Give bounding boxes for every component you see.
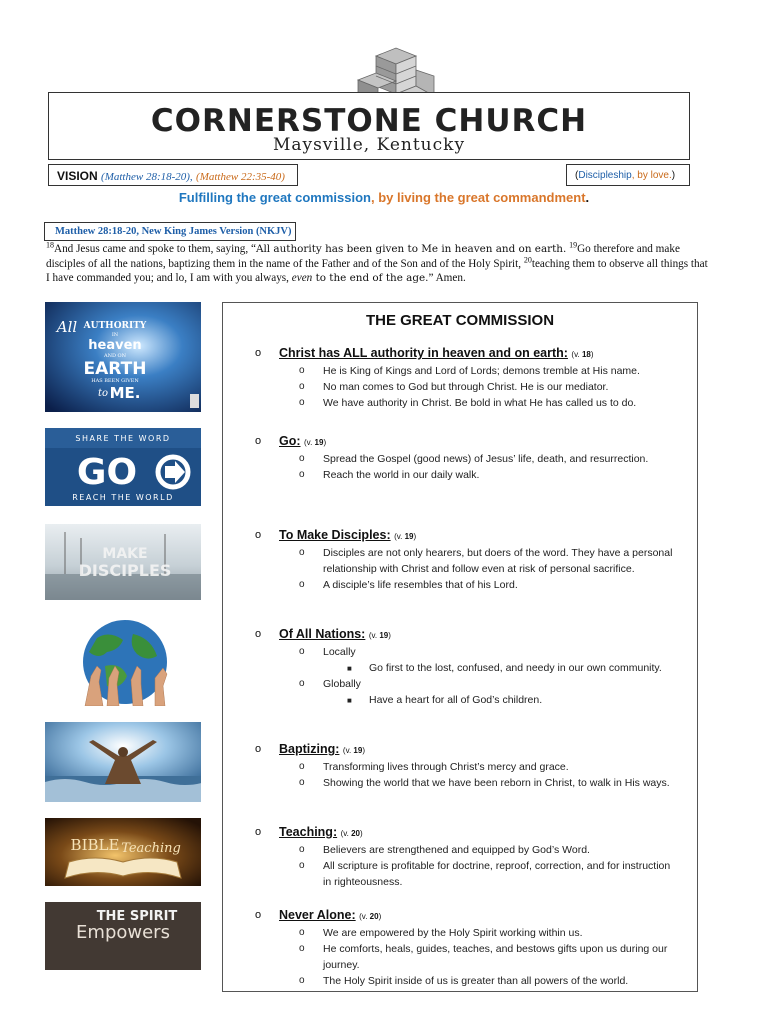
ref-suffix: ): [362, 746, 365, 755]
heading-text: Christ has ALL authority in heaven and on earth:: [279, 346, 568, 360]
heading-text: Go:: [279, 434, 301, 448]
ref-number: 20: [351, 829, 361, 838]
great-commission-title: THE GREAT COMMISSION: [365, 312, 555, 329]
disciples-text: DISCIPLES: [78, 561, 172, 580]
motto-box: [566, 164, 690, 186]
verse-ref: [369, 631, 391, 640]
nations-image: [45, 616, 201, 706]
verse-20-quote: to the end of the age.: [312, 272, 429, 285]
ref-prefix: (v.: [359, 912, 370, 921]
vision-ref-1: (Matthew 28:18-20),: [101, 171, 193, 183]
verse-ref: [343, 746, 365, 755]
item-text: Have a heart for all of God’s children.: [369, 694, 543, 706]
item-text: Believers are strengthened and equipped by God’s Word.: [323, 844, 590, 856]
scripture-text: [46, 242, 714, 286]
list-item: [255, 925, 675, 941]
heading-text: Baptizing:: [279, 742, 340, 756]
section-authority: [255, 345, 675, 411]
bullet-icon: o: [255, 435, 262, 447]
verse-number: 20: [523, 254, 532, 264]
heading-text: Of All Nations:: [279, 627, 366, 641]
bullet-icon: o: [255, 529, 262, 541]
verse-ref: [304, 438, 326, 447]
scripture-title: Matthew 28:18-20, New King James Version (NKJV): [44, 222, 296, 241]
list-item: [255, 759, 675, 775]
bullet-icon: o: [255, 347, 262, 359]
verse-number: 18: [46, 240, 54, 250]
bible-teaching-image: [45, 818, 201, 886]
list-item: [255, 379, 675, 395]
ref-number: 18: [581, 350, 591, 359]
bullet-icon: o: [299, 381, 305, 392]
list-item: [255, 941, 675, 973]
section-go: [255, 433, 675, 483]
authority-text-and-on: AND ON: [103, 353, 127, 359]
go-text-main: GO: [76, 452, 138, 493]
go-text-bottom: REACH THE WORLD: [72, 493, 174, 502]
verse-18-text: And Jesus came and spoke to them, saying, “: [54, 243, 256, 255]
item-text: Spread the Gospel (good news) of Jesus’ life, death, and resurrection.: [323, 453, 649, 465]
list-subitem: [255, 660, 675, 676]
go-image: [45, 428, 201, 506]
church-name: CORNERSTONE CHURCH: [150, 103, 588, 139]
make-disciples-image: [45, 524, 201, 600]
section-heading: [255, 527, 675, 545]
verse-ref: [571, 350, 593, 359]
bullet-icon: o: [299, 844, 305, 855]
item-text: The Holy Spirit inside of us is greater than all powers of the world.: [323, 975, 629, 987]
section-make-disciples: [255, 527, 675, 593]
list-item: [255, 973, 675, 989]
item-text: No man comes to God but through Christ. He is our mediator.: [323, 381, 609, 393]
bullet-icon: o: [299, 646, 305, 657]
item-text: Locally: [323, 646, 356, 658]
motto-discipleship: Discipleship: [578, 170, 632, 181]
make-text: MAKE: [102, 546, 148, 562]
bullet-icon: o: [299, 777, 305, 788]
tagline-part-2: , by living the great commandment: [370, 190, 586, 205]
square-bullet-icon: ■: [347, 696, 352, 705]
authority-text-earth: EARTH: [83, 359, 147, 379]
ref-number: 19: [404, 532, 414, 541]
list-item: [255, 842, 675, 858]
list-subitem: [255, 692, 675, 708]
go-text-top: SHARE THE WORD: [75, 434, 171, 443]
list-item: [255, 676, 675, 692]
ref-prefix: (v.: [342, 746, 354, 755]
bullet-icon: o: [299, 927, 305, 938]
authority-text-all: All: [56, 318, 78, 336]
heading-text: To Make Disciples:: [279, 528, 391, 542]
ref-prefix: (v.: [304, 438, 315, 447]
authority-text-in: IN: [111, 332, 119, 338]
item-text: Reach the world in our daily walk.: [323, 469, 480, 481]
ref-prefix: (v.: [571, 350, 582, 359]
item-text: Transforming lives through Christ’s mercy and grace.: [323, 761, 569, 773]
list-item: [255, 577, 675, 593]
tagline-part-1: Fulfilling the great commission: [178, 190, 371, 205]
authority-text-heaven: heaven: [88, 338, 142, 353]
ref-suffix: ): [360, 829, 363, 838]
heading-text: Never Alone:: [279, 908, 356, 922]
section-heading: [255, 433, 675, 451]
motto-open: (: [575, 170, 579, 181]
list-item: [255, 644, 675, 660]
section-heading: [255, 345, 675, 363]
bullet-icon: o: [299, 397, 305, 408]
ref-number: 20: [369, 912, 379, 921]
verse-ref: [359, 912, 381, 921]
list-item: [255, 451, 675, 467]
list-item: [255, 467, 675, 483]
section-heading: [255, 824, 675, 842]
section-heading: [255, 626, 675, 644]
ref-number: 19: [314, 438, 324, 447]
bullet-icon: o: [255, 826, 262, 838]
ref-prefix: (v.: [394, 532, 405, 541]
bullet-icon: o: [299, 678, 305, 689]
item-text: He is King of Kings and Lord of Lords; demons tremble at His name.: [323, 365, 640, 377]
teaching-text: Teaching: [121, 841, 181, 856]
tagline-end: .: [585, 190, 590, 205]
bullet-icon: o: [255, 909, 262, 921]
ref-suffix: ): [323, 438, 327, 447]
list-item: [255, 545, 675, 577]
motto-by-love: , by love.: [631, 170, 672, 181]
item-text: All scripture is profitable for doctrine, reproof, correction, and for instruction in righteousness.: [323, 860, 671, 888]
ref-number: 19: [353, 746, 363, 755]
bullet-icon: o: [299, 579, 305, 590]
empowers-text: Empowers: [76, 922, 170, 943]
heading-text: Teaching:: [279, 825, 338, 839]
item-text: Go first to the lost, confused, and needy in our own community.: [369, 662, 662, 674]
verse-ref: [394, 532, 416, 541]
section-baptizing: [255, 741, 675, 791]
ref-number: 19: [379, 631, 389, 640]
bullet-icon: o: [299, 365, 305, 376]
ref-prefix: (v.: [340, 829, 352, 838]
the-spirit-text: THE SPIRIT: [96, 909, 178, 924]
ref-suffix: ): [590, 350, 594, 359]
verse-20-even: even: [291, 272, 313, 285]
item-text: Showing the world that we have been reborn in Christ, to walk in His ways.: [323, 777, 670, 789]
great-commission-box: [222, 302, 698, 992]
list-item: [255, 363, 675, 379]
ref-suffix: ): [378, 912, 382, 921]
list-item: [255, 775, 675, 791]
bible-text: BIBLE: [70, 836, 120, 854]
bullet-icon: o: [299, 469, 305, 480]
section-teaching: [255, 824, 675, 890]
spirit-empowers-image: [45, 902, 201, 970]
vision-label: VISION: [57, 169, 98, 183]
bullet-icon: o: [299, 547, 305, 558]
verse-18-quote: All authority has been given to Me in heaven and on earth.: [255, 243, 567, 255]
verse-20-amen: ” Amen.: [428, 272, 466, 285]
section-heading: [255, 907, 675, 925]
church-header: [48, 92, 690, 160]
vision-ref-2: (Matthew 22:35-40): [196, 171, 285, 183]
motto-close: ): [671, 170, 676, 181]
ref-suffix: ): [388, 631, 391, 640]
church-location: Maysville, Kentucky: [272, 135, 466, 155]
ref-prefix: (v.: [368, 631, 380, 640]
item-text: A disciple’s life resembles that of his Lord.: [323, 579, 518, 591]
square-bullet-icon: ■: [347, 664, 352, 673]
list-item: [255, 858, 675, 890]
section-heading: [255, 741, 675, 759]
vision-box: [48, 164, 298, 186]
authority-text-to: to: [97, 388, 109, 399]
authority-text-authority: AUTHORITY: [83, 321, 147, 331]
verse-20-text: teaching them to observe all things that I have commanded you; and lo, I am with you always,: [46, 257, 708, 285]
bullet-icon: o: [255, 628, 262, 640]
bullet-icon: o: [255, 743, 262, 755]
verse-number: 19: [569, 240, 578, 250]
authority-text-given: HAS BEEN GIVEN: [91, 378, 139, 384]
bullet-icon: o: [299, 975, 305, 986]
item-text: Globally: [323, 678, 361, 690]
verse-19-text: Go therefore and make disciples of all the nations, baptizing them in the name of the Father and of the Son and of the Holy Spirit,: [46, 243, 680, 270]
list-item: [255, 395, 675, 411]
authority-image: [45, 302, 201, 412]
authority-text-me: ME.: [109, 384, 141, 402]
bullet-icon: o: [299, 860, 305, 871]
bullet-icon: o: [299, 453, 305, 464]
bullet-icon: o: [299, 761, 305, 772]
tagline: [0, 190, 768, 205]
item-text: He comforts, heals, guides, teaches, and bestows gifts upon us during our journey.: [323, 943, 668, 971]
item-text: Disciples are not only hearers, but doers of the word. They have a personal relationship with Christ and follow even at risk of personal sacrifice.: [323, 547, 673, 575]
bullet-icon: o: [299, 943, 305, 954]
baptizing-image: [45, 722, 201, 802]
verse-ref: [341, 829, 363, 838]
section-never-alone: [255, 907, 675, 989]
item-text: We are empowered by the Holy Spirit working within us.: [323, 927, 583, 939]
section-all-nations: [255, 626, 675, 708]
item-text: We have authority in Christ. Be bold in what He has called us to do.: [323, 397, 637, 409]
ref-suffix: ): [413, 532, 417, 541]
